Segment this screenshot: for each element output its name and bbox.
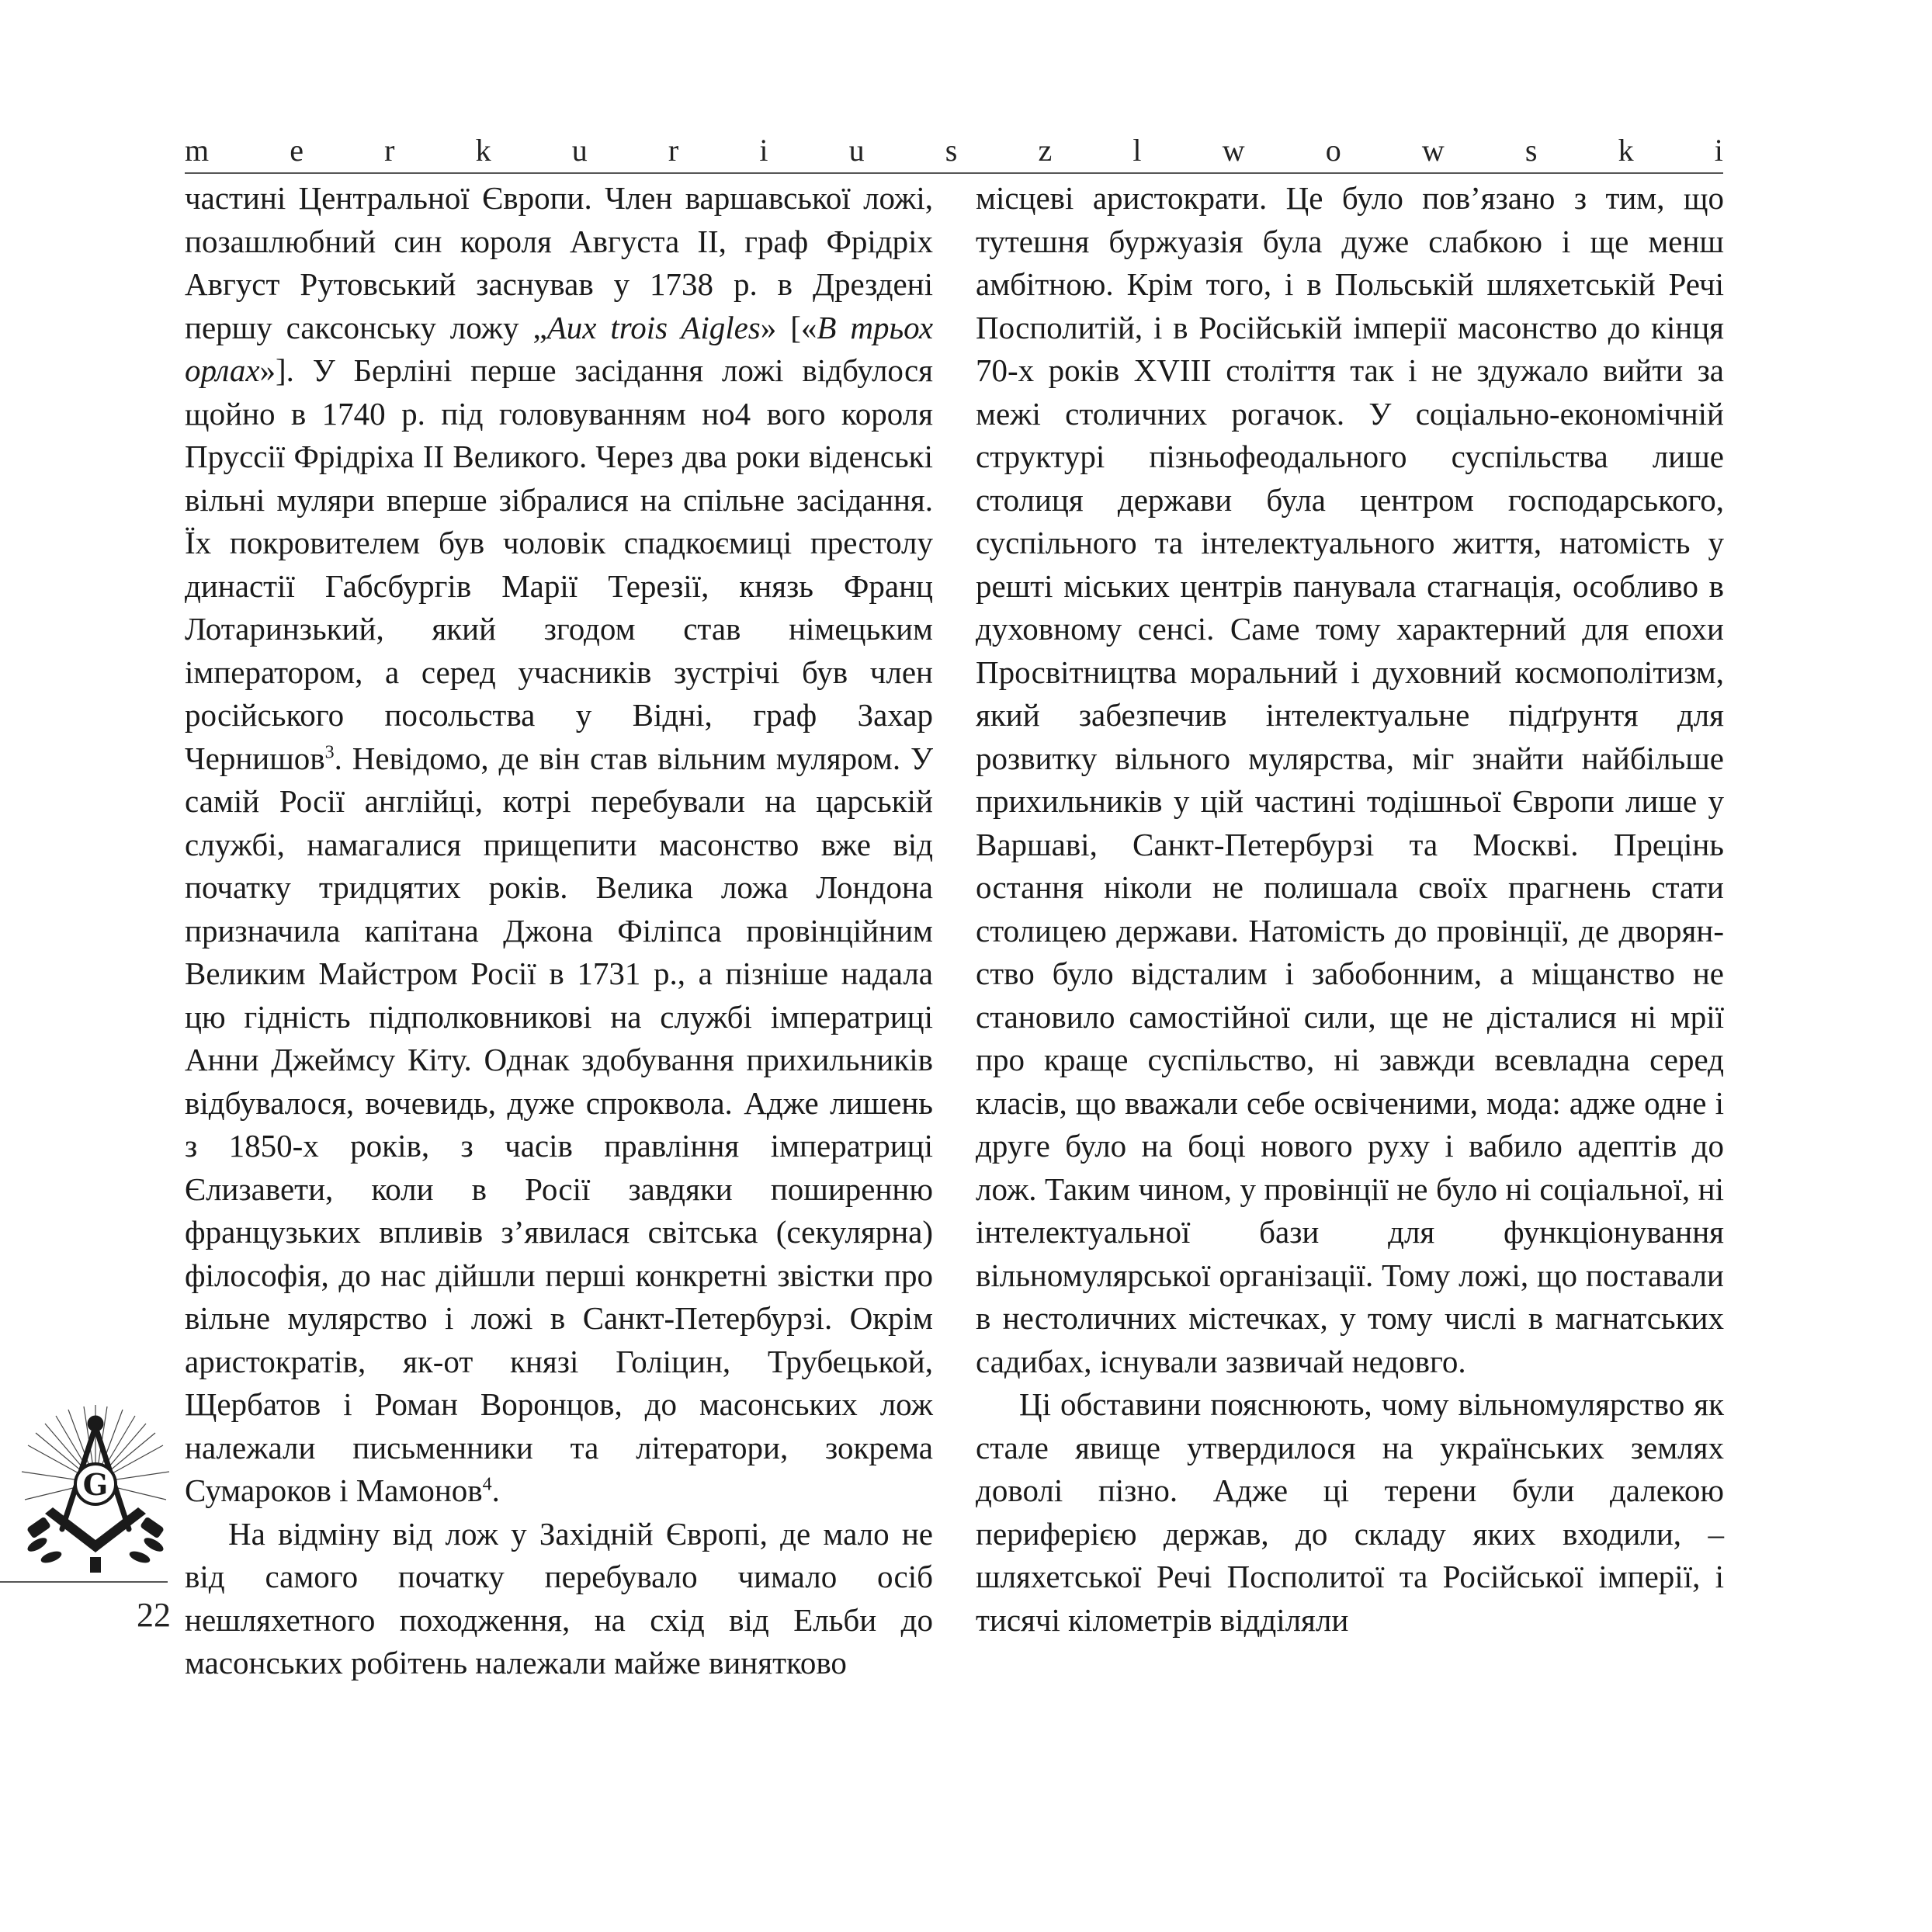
page-number: 22 — [137, 1596, 171, 1634]
text-run: » [« — [760, 309, 817, 345]
text-run: частині Центральної Європи. Член варшавської ложі, позашлюбний син короля Августа ІІ, граф Фрідріх Август Рутовський заснував у 1738 р. в Дрездені першу саксонську ложу „ — [185, 180, 933, 345]
running-head-letter: w — [1222, 133, 1245, 168]
running-head-letter: s — [945, 133, 958, 168]
text-run: . Невідомо, де він став вільним муляром. У самій Росії англійці, котрі перебували на царській службі, намагалися прищепити масонство вже від початку тридцятих років. Велика ложа Лондона призначила капітана Джона Філіпса провінційним Великим Майстром Росії в 1731 р., а пізніше надала цю гідність підполковникові на службі імператриці Анни Джеймсу Кіту. Однак здобування прихильників відбувалося, вочевидь, дуже спроквола. Адже лишень з 1850-х років, з часів правління імператриці Єлизавети, коли в Росії завдяки поширенню французьких впливів з’явилася світська (секулярна) філософія, до нас дійшли перші конкретні звістки про вільне мулярство і ложі в Санкт-Петербурзі. Окрім аристократів, як-от князі Голіцин, Трубецькой, Щербатов і Роман Воронцов, до масонських лож належали письменники та літератори, зокрема Сумароков і Мамонов — [185, 740, 933, 1508]
g-letter-icon — [75, 1464, 116, 1504]
running-head-letter: u — [571, 133, 588, 168]
running-head-letter: s — [1524, 133, 1538, 168]
running-head-letter: i — [1714, 133, 1723, 168]
emblem-letter: G — [82, 1467, 109, 1502]
footnote-ref: 4 — [482, 1474, 492, 1495]
body-paragraph — [976, 177, 1724, 1383]
body-paragraph — [976, 1383, 1724, 1642]
running-head — [185, 132, 1723, 169]
running-head-letter: l — [1132, 133, 1142, 168]
text-run: »]. У Берліні перше засідання ложі відбулося щойно в 1740 р. під головуванням но4 вого короля Пруссії Фрідріха ІІ Великого. Через два роки віденські вільні муляри вперше зібралися на спільне засідання. Їх покровителем був чоловік спадкоємиці престолу династії Габсбургів Марії Терезії, князь Франц Лотаринзький, який згодом став німецьким імператором, а серед учасників зустрічі був член російського посольства у Відні, граф Захар Чернишов — [185, 352, 933, 776]
body-paragraph — [185, 1513, 933, 1685]
footnote-ref: 3 — [324, 741, 335, 762]
right-column — [976, 177, 1724, 1642]
italic-text: В трьох орлах — [185, 309, 934, 388]
body-paragraph — [185, 177, 933, 1513]
text-run: . — [491, 1472, 500, 1508]
running-head-letter: i — [759, 133, 768, 168]
masonic-emblem-icon — [14, 1397, 177, 1576]
text-run: Ці обставини пояснюють, чому вільномулярство як стале явище утвердилося на українських землях доволі пізно. Адже ці терени були далекою периферією держав, до складу яких входили, – шляхетської Речі Посполитої та Російської імперії, і тисячі кілометрів відділяли — [976, 1386, 1724, 1638]
text-run: місцеві аристократи. Це було пов’язано з тим, що тутешня буржуазія була дуже слабкою і ще менш амбітною. Крім того, і в Польській шляхетській Речі Посполитій, і в Російській імперії масонство до кінця 70-х років XVIII століття так і не здужало вийти за межі столичних рогачок. У соціально-економічній структурі пізньофеодального суспільства лише столиця держави була центром господарського, суспільного та інтелектуального життя, натомість у решті міських центрів панувала стагнація, особливо в духовному сенсі. Саме тому характерний для епохи Просвітництва моральний і духовний космополітизм, який забезпечив інтелектуальне підґрунтя для розвитку вільного мулярства, міг знайти найбільше прихильників у цій частині тодішньої Європи лише у Варшаві, Санкт-Петербурзі та Москві. Прецінь остання ніколи не полишала своїх прагнень стати столицею держави. Натомість до провінції, де дворянство було відсталим і забобонним, а міщанство не становило самостійної сили, ще не дісталися ні мрії про краще суспільство, ні завжди всевладна серед класів, що вважали себе освіченими, мода: адже одне і друге було на боці нового руху і вабило адептів до лож. Таким чином, у провінції не було ні соціальної, ні інтелектуальної бази для функціонування вільномулярської організації. Тому ложі, що поставали в нестоличних містечках, у тому числі в магнатських садибах, існували зазвичай недовго. — [976, 180, 1724, 1379]
italic-text: Aux trois Aigles — [546, 309, 761, 345]
margin-rule — [0, 1581, 168, 1583]
running-head-letter: r — [668, 133, 679, 168]
text-run: На відміну від лож у Західній Європі, де мало не від самого початку перебувало чимало осіб нешляхетного походження, на схід від Ельби до масонських робітень належали майже винятково — [185, 1515, 933, 1681]
running-head-letter: o — [1325, 133, 1341, 168]
running-head-letter: z — [1038, 133, 1053, 168]
running-head-letter: k — [475, 133, 491, 168]
running-head-letter: m — [185, 133, 210, 168]
header-rule — [185, 172, 1723, 174]
running-head-letter: u — [848, 133, 865, 168]
running-head-letter: e — [290, 133, 304, 168]
left-column — [185, 177, 933, 1685]
running-head-letter: r — [384, 133, 395, 168]
running-head-letter: w — [1421, 133, 1445, 168]
running-head-letter: k — [1618, 133, 1634, 168]
